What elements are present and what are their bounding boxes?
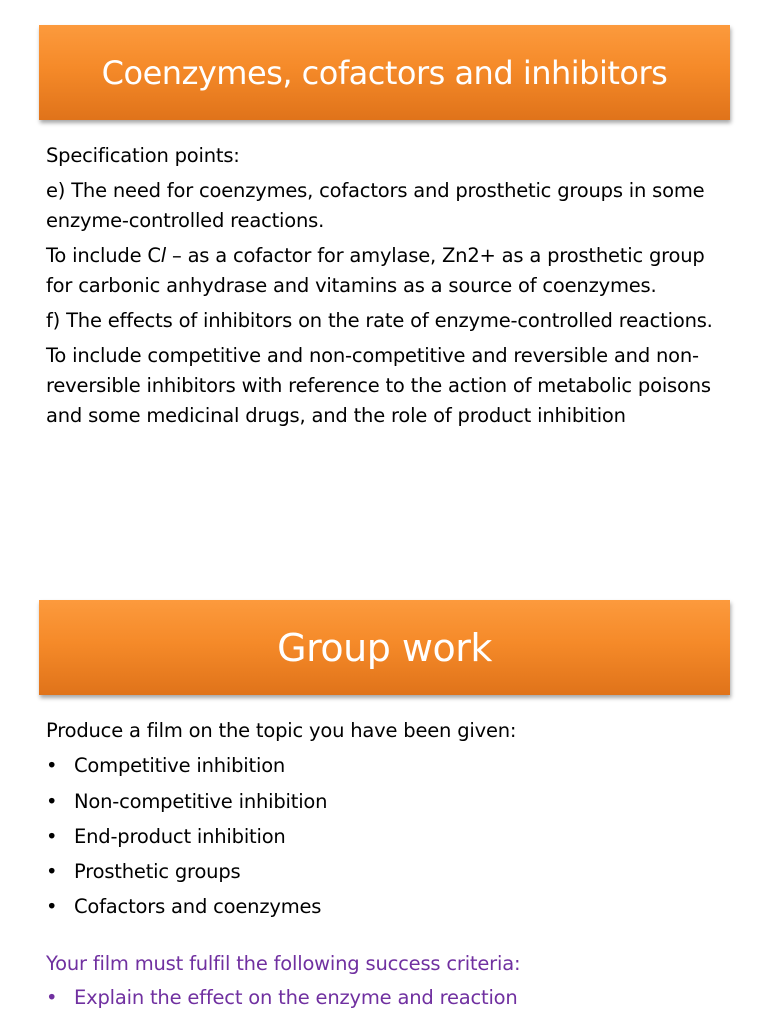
bullet-icon: •	[46, 895, 58, 919]
spec-italic-text: l	[160, 244, 167, 267]
spec-text: To include C	[46, 244, 161, 267]
spec-paragraph	[46, 306, 736, 336]
spec-paragraph	[46, 241, 736, 301]
slide-title: Coenzymes, cofactors and inhibitors	[101, 53, 668, 92]
spec-paragraph	[46, 341, 736, 431]
topic-list	[46, 751, 736, 922]
criteria-list	[46, 983, 736, 1013]
success-criteria-intro: Your film must fulfil the following success criteria:	[46, 952, 521, 976]
spec-text: e) The need for coenzymes, cofactors and prosthetic groups in some enzyme-controlled reactions.	[46, 179, 705, 232]
list-item	[46, 787, 736, 817]
topic-label: Non-competitive inhibition	[74, 789, 328, 813]
list-item	[46, 751, 736, 781]
group-work-intro: Produce a film on the topic you have been given:	[46, 719, 517, 742]
list-item	[46, 892, 736, 922]
bullet-icon: •	[46, 986, 58, 1010]
spec-text: – as a cofactor for amylase, Zn2+ as a prosthetic group for carbonic anhydrase and vitamins as a source of coenzymes.	[46, 244, 705, 297]
spec-paragraph	[46, 176, 736, 236]
spec-paragraph	[46, 141, 736, 171]
topic-label: Prosthetic groups	[74, 860, 241, 884]
topic-label: Cofactors and coenzymes	[74, 895, 322, 919]
topic-label: Competitive inhibition	[74, 754, 286, 778]
list-item	[46, 983, 736, 1013]
bullet-icon: •	[46, 824, 58, 848]
group-work-content	[46, 716, 736, 1013]
spec-text: f) The effects of inhibitors on the rate of enzyme-controlled reactions.	[46, 309, 713, 332]
list-item	[46, 822, 736, 852]
specification-text	[46, 141, 736, 436]
group-work-banner	[39, 600, 730, 695]
topic-label: End-product inhibition	[74, 824, 286, 848]
title-banner	[39, 25, 730, 120]
spec-text: Specification points:	[46, 144, 240, 167]
list-item	[46, 857, 736, 887]
criteria-label: Explain the effect on the enzyme and reaction	[74, 986, 518, 1010]
spec-text: To include competitive and non-competitive and reversible and non-reversible inhibitors with reference to the action of metabolic poisons and some medicinal drugs, and the role of product inhibition	[46, 344, 711, 427]
bullet-icon: •	[46, 860, 58, 884]
bullet-icon: •	[46, 789, 58, 813]
group-work-title: Group work	[277, 625, 492, 670]
bullet-icon: •	[46, 754, 58, 778]
